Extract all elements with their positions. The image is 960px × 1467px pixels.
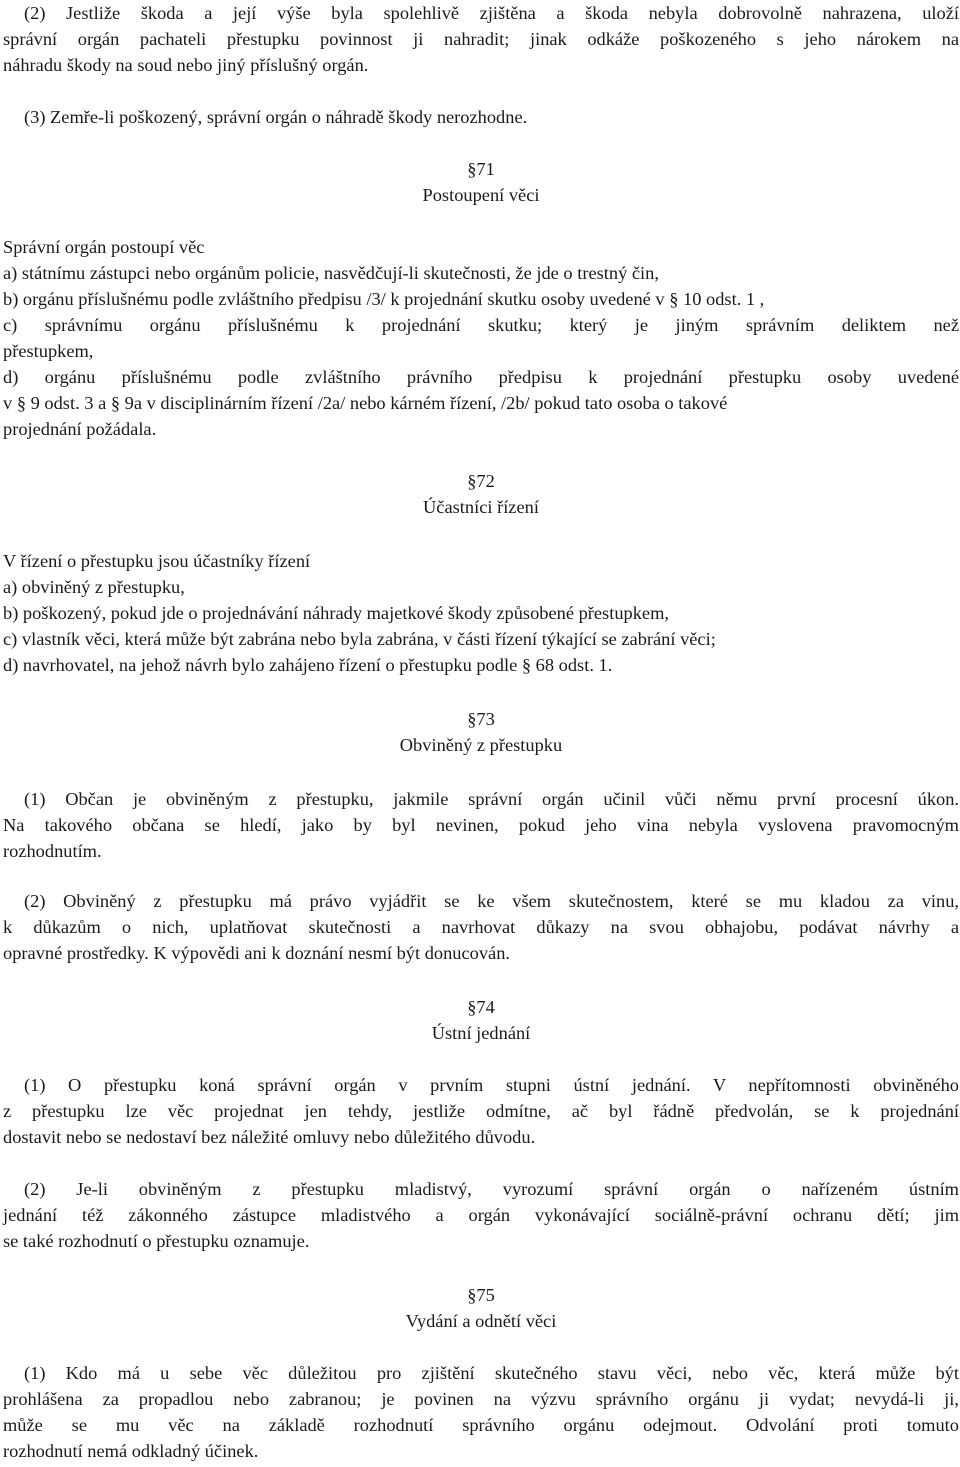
list-item-text: 10 odst. 1 , — [683, 289, 765, 309]
list-item — [3, 652, 959, 678]
section-title-73: Obviněný z přestupku — [399, 735, 563, 755]
list-item: c) správnímu orgánu příslušnému k projednání skutku; který je jiným správním deliktem než — [3, 315, 959, 335]
paragraph-line: dostavit nebo se nedostaví bez náležité omluvy nebo důležitého důvodu. — [3, 1127, 536, 1147]
list-item-text: b) orgánu příslušnému podle zvláštního předpisu /3/ k projednání skutku osoby uvedené v — [3, 289, 665, 309]
section-heading-72 — [3, 468, 959, 494]
section-title-74: Ústní jednání — [431, 1023, 531, 1043]
list-intro: V řízení o přestupku jsou účastníky řízení — [3, 551, 311, 571]
section-heading-75 — [3, 1282, 959, 1308]
section-number: 73 — [476, 709, 495, 729]
section-symbol: § — [16, 393, 27, 413]
section-title-72: Účastníci řízení — [423, 497, 539, 517]
paragraph-line: rozhodnutím. — [3, 841, 102, 861]
section-symbol: § — [467, 471, 477, 491]
paragraph-line: (1) Občan je obviněným z přestupku, jakmile správní orgán učinil vůči němu první procesní úkon. — [24, 789, 959, 809]
section-heading-73 — [3, 706, 959, 732]
section-number: 75 — [476, 1285, 495, 1305]
paragraph-line: (2) Jestliže škoda a její výše byla spolehlivě zjištěna a škoda nebyla dobrovolně nahrazena, uloží — [24, 3, 959, 23]
section-heading-71 — [3, 156, 959, 182]
list-item-text: 68 odst. 1. — [535, 655, 613, 675]
section-number: 72 — [476, 471, 495, 491]
section-symbol: § — [110, 393, 121, 413]
paragraph-line: může se mu věc na základě rozhodnutí správního orgánu odejmout. Odvolání proti tomuto — [3, 1415, 959, 1435]
list-item: a) státnímu zástupci nebo orgánům policie, nasvědčují-li skutečnosti, že jde o trestný čin, — [3, 263, 659, 283]
list-item-text: 9 odst. 3 a — [30, 393, 107, 413]
section-symbol: § — [521, 655, 532, 675]
list-item: přestupkem, — [3, 341, 94, 361]
list-item: projednání požádala. — [3, 419, 157, 439]
section-number: 74 — [476, 997, 495, 1017]
list-item: d) orgánu příslušnému podle zvláštního právního předpisu k projednání přestupku osoby uvedené — [3, 367, 959, 387]
paragraph-line: se také rozhodnutí o přestupku oznamuje. — [3, 1231, 310, 1251]
paragraph-line: správní orgán pachateli přestupku povinnost ji nahradit; jinak odkáže poškozeného s jeho nárokem na — [3, 29, 959, 49]
section-title-71: Postoupení věci — [422, 185, 540, 205]
paragraph-line: (1) Kdo má u sebe věc důležitou pro zjištění skutečného stavu věci, nebo věc, která může být — [24, 1363, 959, 1383]
list-item-text: v — [3, 393, 13, 413]
paragraph-line: k důkazům o nich, uplatňovat skutečnosti a navrhovat důkazy na svou obhajobu, podávat návrhy a — [3, 917, 959, 937]
paragraph-line: prohlášena za propadlou nebo zabranou; je povinen na výzvu správního orgánu ji vydat; nevydá-li ji, — [3, 1389, 959, 1409]
paragraph-line: (2) Je-li obviněným z přestupku mladistvý, vyrozumí správní orgán o nařízeném ústním — [24, 1179, 959, 1199]
paragraph-line: (1) O přestupku koná správní orgán v prvním stupni ústní jednání. V nepřítomnosti obviněného — [24, 1075, 959, 1095]
section-symbol: § — [467, 997, 477, 1017]
section-symbol: § — [467, 159, 477, 179]
paragraph-line: (2) Obviněný z přestupku má právo vyjádřit se ke všem skutečnostem, které se mu kladou za vinu, — [24, 891, 959, 911]
paragraph-line: opravné prostředky. K výpovědi ani k doznání nesmí být donucován. — [3, 943, 510, 963]
list-item: b) poškozený, pokud jde o projednávání náhrady majetkové škody způsobené přestupkem, — [3, 603, 669, 623]
list-item: c) vlastník věci, která může být zabrána nebo byla zabrána, v části řízení týkající se zabrání věci; — [3, 629, 716, 649]
section-symbol: § — [467, 1285, 477, 1305]
list-item — [3, 390, 959, 416]
paragraph-line: Na takového občana se hledí, jako by byl nevinen, pokud jeho vina nebyla vyslovena pravomocným — [3, 815, 959, 835]
section-number: 71 — [476, 159, 495, 179]
paragraph-line: jednání též zákonného zástupce mladistvého a orgán vykonávající sociálně-právní ochranu dětí; jim — [3, 1205, 959, 1225]
document-page — [3, 0, 959, 1467]
paragraph-line: rozhodnutí nemá odkladný účinek. — [3, 1441, 259, 1461]
section-symbol: § — [467, 709, 477, 729]
section-symbol: § — [669, 289, 679, 309]
list-item-text: d) navrhovatel, na jehož návrh bylo zahájeno řízení o přestupku podle — [3, 655, 518, 675]
section-heading-74 — [3, 994, 959, 1020]
paragraph-line: náhradu škody na soud nebo jiný příslušný orgán. — [3, 55, 369, 75]
list-item — [3, 286, 959, 312]
list-intro: Správní orgán postoupí věc — [3, 237, 205, 257]
paragraph-line: (3) Zemře-li poškozený, správní orgán o náhradě škody nerozhodne. — [24, 107, 528, 127]
paragraph-line: z přestupku lze věc projednat jen tehdy, jestliže odmítne, ač byl řádně předvolán, se k projednání — [3, 1101, 959, 1121]
list-item-text: 9a v disciplinárním řízení /2a/ nebo kárném řízení, /2b/ pokud tato osoba o takové — [124, 393, 728, 413]
list-item: a) obviněný z přestupku, — [3, 577, 185, 597]
section-title-75: Vydání a odnětí věci — [405, 1311, 557, 1331]
